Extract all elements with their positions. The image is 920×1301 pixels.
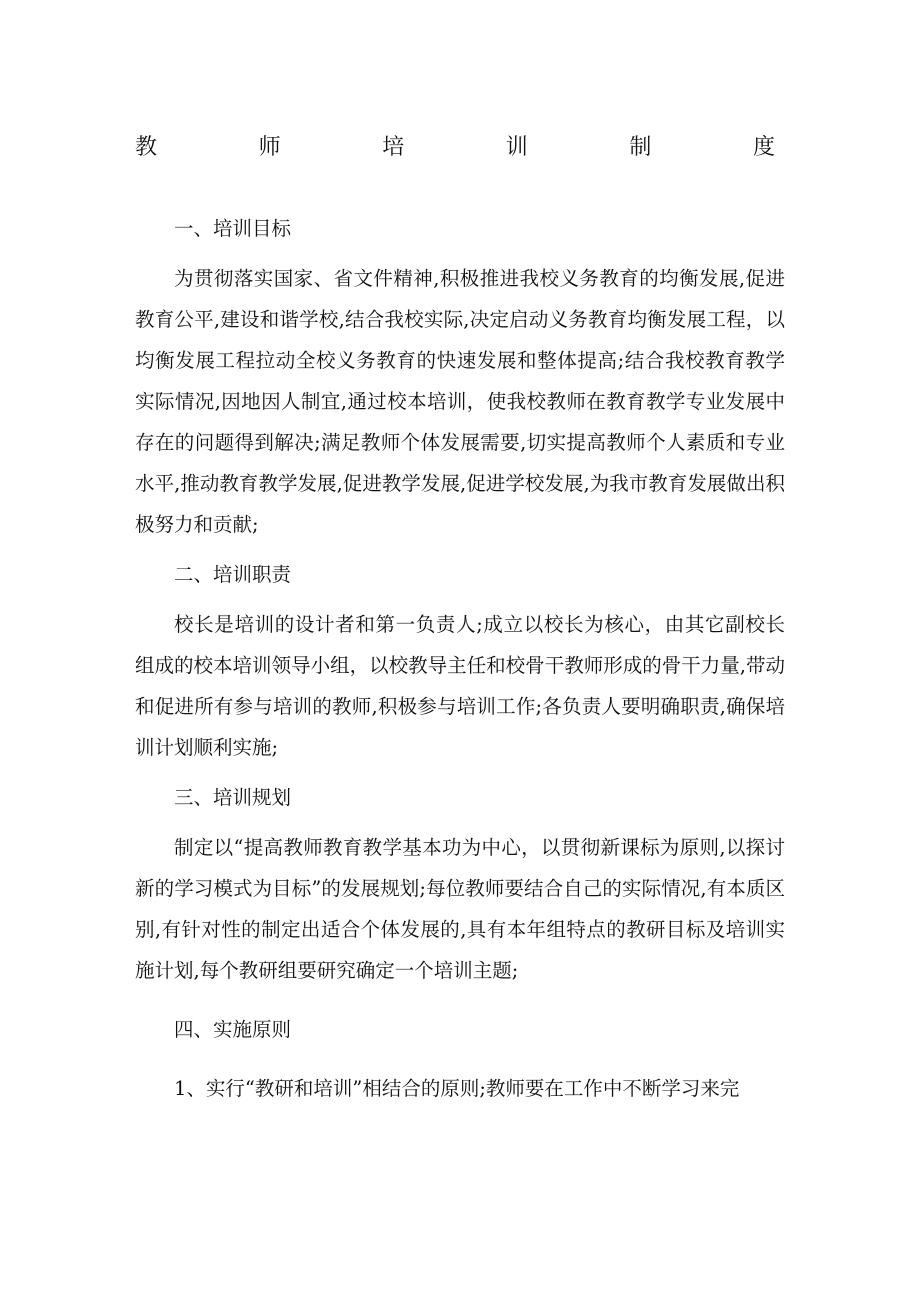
title-char: 制 [629, 134, 652, 160]
title-char: 师 [258, 134, 281, 160]
section-heading-duties: 二、培训职责 [174, 563, 292, 586]
section-paragraph-principles: 1、实行“教研和培训”相结合的原则;教师要在工作中不断学习来完 [174, 1077, 740, 1100]
title-char: 教 [135, 134, 158, 160]
section-paragraph-plan: 制定以“提高教师教育教学基本功为中心，以贯彻新课标为原则,以探讨新的学习模式为目标”的发展规划;每位教师要结合自己的实际情况,有本质区别,有针对性的制定出适合个体发展的,具有本年组特点的教研目标及培训实施计划,每个教研组要研究确定一个培训主题; [135, 836, 785, 982]
section-heading-principles: 四、实施原则 [174, 1018, 292, 1041]
section-paragraph-goals: 为贯彻落实国家、省文件精神,积极推进我校义务教育的均衡发展,促进教育公平,建设和谐学校,结合我校实际,决定启动义务教育均衡发展工程，以均衡发展工程拉动全校义务教育的快速发展和整体提高;结合我校教育教学实际情况,因地因人制宜,通过校本培训，使我校教师在教育教学专业发展中存在的问题得到解决;满足教师个体发展需要,切实提高教师个人素质和专业水平,推动教育教学发展,促进教学发展,促进学校发展,为我市教育发展做出积极努力和贡献; [135, 267, 785, 536]
section-heading-goals: 一、培训目标 [174, 217, 292, 240]
section-paragraph-duties: 校长是培训的设计者和第一负责人;成立以校长为核心，由其它副校长组成的校本培训领导小组，以校教导主任和校骨干教师形成的骨干力量,带动和促进所有参与培训的教师,积极参与培训工作;各负责人要明确职责,确保培训计划顺利实施; [135, 613, 785, 759]
section-heading-plan: 三、培训规划 [174, 786, 292, 809]
document-title [135, 128, 775, 162]
document-body [135, 208, 785, 1109]
title-char: 训 [505, 134, 528, 160]
title-char: 培 [382, 134, 405, 160]
title-char: 度 [752, 134, 775, 160]
